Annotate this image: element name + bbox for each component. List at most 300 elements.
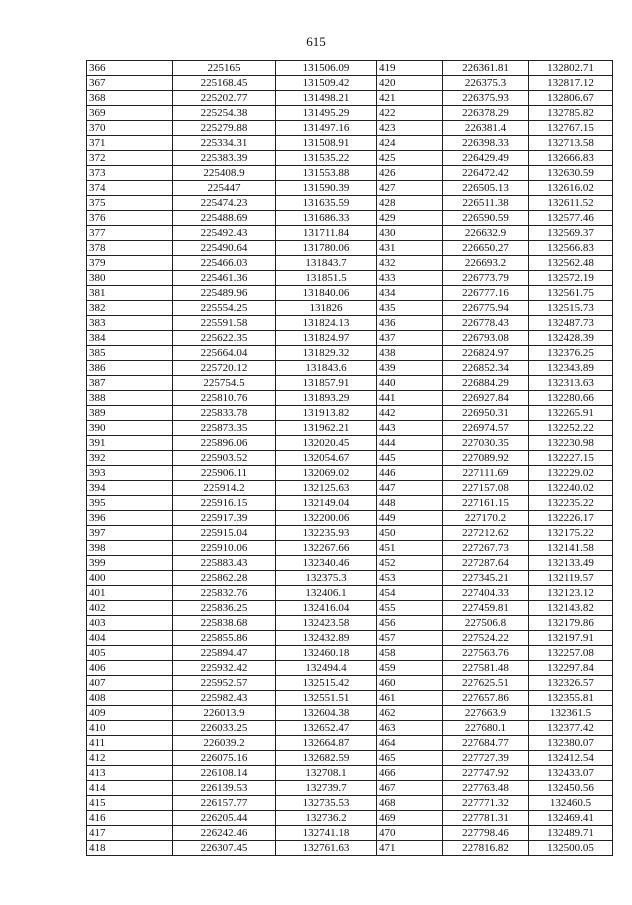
y-coordinate-cell: 132326.57 xyxy=(529,676,613,691)
point-number-cell: 453 xyxy=(377,571,443,586)
x-coordinate-cell: 226375.93 xyxy=(443,91,529,106)
point-number-cell: 420 xyxy=(377,76,443,91)
point-number-cell: 450 xyxy=(377,526,443,541)
y-coordinate-cell: 132572.19 xyxy=(529,271,613,286)
x-coordinate-cell: 226773.79 xyxy=(443,271,529,286)
x-coordinate-cell: 226157.77 xyxy=(173,796,276,811)
table-row xyxy=(87,241,613,256)
point-number-cell: 451 xyxy=(377,541,443,556)
x-coordinate-cell: 225447 xyxy=(173,181,276,196)
y-coordinate-cell: 132708.1 xyxy=(276,766,377,781)
table-row xyxy=(87,796,613,811)
x-coordinate-cell: 227404.33 xyxy=(443,586,529,601)
y-coordinate-cell: 132412.54 xyxy=(529,751,613,766)
point-number-cell: 461 xyxy=(377,691,443,706)
table-row xyxy=(87,256,613,271)
table-row xyxy=(87,91,613,106)
table-row xyxy=(87,601,613,616)
table-row xyxy=(87,346,613,361)
point-number-cell: 393 xyxy=(87,466,173,481)
y-coordinate-cell: 132494.4 xyxy=(276,661,377,676)
y-coordinate-cell: 132175.22 xyxy=(529,526,613,541)
point-number-cell: 449 xyxy=(377,511,443,526)
point-number-cell: 439 xyxy=(377,361,443,376)
y-coordinate-cell: 132489.71 xyxy=(529,826,613,841)
point-number-cell: 376 xyxy=(87,211,173,226)
x-coordinate-cell: 227747.92 xyxy=(443,766,529,781)
point-number-cell: 463 xyxy=(377,721,443,736)
table-row xyxy=(87,361,613,376)
point-number-cell: 458 xyxy=(377,646,443,661)
y-coordinate-cell: 132561.75 xyxy=(529,286,613,301)
x-coordinate-cell: 225408.9 xyxy=(173,166,276,181)
y-coordinate-cell: 132802.71 xyxy=(529,61,613,76)
y-coordinate-cell: 132423.58 xyxy=(276,616,377,631)
y-coordinate-cell: 132267.66 xyxy=(276,541,377,556)
x-coordinate-cell: 225917.39 xyxy=(173,511,276,526)
y-coordinate-cell: 132416.04 xyxy=(276,601,377,616)
x-coordinate-cell: 226775.94 xyxy=(443,301,529,316)
table-row xyxy=(87,571,613,586)
table-row xyxy=(87,586,613,601)
point-number-cell: 418 xyxy=(87,841,173,856)
x-coordinate-cell: 227771.32 xyxy=(443,796,529,811)
point-number-cell: 427 xyxy=(377,181,443,196)
x-coordinate-cell: 227763.48 xyxy=(443,781,529,796)
point-number-cell: 456 xyxy=(377,616,443,631)
y-coordinate-cell: 132229.02 xyxy=(529,466,613,481)
table-row xyxy=(87,766,613,781)
y-coordinate-cell: 132376.25 xyxy=(529,346,613,361)
table-row xyxy=(87,436,613,451)
point-number-cell: 452 xyxy=(377,556,443,571)
y-coordinate-cell: 132141.58 xyxy=(529,541,613,556)
point-number-cell: 394 xyxy=(87,481,173,496)
y-coordinate-cell: 131851.5 xyxy=(276,271,377,286)
point-number-cell: 412 xyxy=(87,751,173,766)
x-coordinate-cell: 226108.14 xyxy=(173,766,276,781)
y-coordinate-cell: 132767.15 xyxy=(529,121,613,136)
table-row xyxy=(87,121,613,136)
x-coordinate-cell: 226884.29 xyxy=(443,376,529,391)
x-coordinate-cell: 225591.58 xyxy=(173,316,276,331)
point-number-cell: 444 xyxy=(377,436,443,451)
y-coordinate-cell: 132149.04 xyxy=(276,496,377,511)
table-row xyxy=(87,391,613,406)
x-coordinate-cell: 227157.08 xyxy=(443,481,529,496)
y-coordinate-cell: 132119.57 xyxy=(529,571,613,586)
point-number-cell: 421 xyxy=(377,91,443,106)
point-number-cell: 377 xyxy=(87,226,173,241)
y-coordinate-cell: 131843.6 xyxy=(276,361,377,376)
point-number-cell: 454 xyxy=(377,586,443,601)
x-coordinate-cell: 227212.62 xyxy=(443,526,529,541)
point-number-cell: 375 xyxy=(87,196,173,211)
x-coordinate-cell: 226378.29 xyxy=(443,106,529,121)
point-number-cell: 407 xyxy=(87,676,173,691)
y-coordinate-cell: 132577.46 xyxy=(529,211,613,226)
y-coordinate-cell: 131780.06 xyxy=(276,241,377,256)
point-number-cell: 470 xyxy=(377,826,443,841)
y-coordinate-cell: 131495.29 xyxy=(276,106,377,121)
x-coordinate-cell: 225466.03 xyxy=(173,256,276,271)
point-number-cell: 467 xyxy=(377,781,443,796)
point-number-cell: 416 xyxy=(87,811,173,826)
x-coordinate-cell: 227625.51 xyxy=(443,676,529,691)
x-coordinate-cell: 225664.04 xyxy=(173,346,276,361)
x-coordinate-cell: 225490.64 xyxy=(173,241,276,256)
x-coordinate-cell: 226375.3 xyxy=(443,76,529,91)
point-number-cell: 455 xyxy=(377,601,443,616)
point-number-cell: 435 xyxy=(377,301,443,316)
table-row xyxy=(87,316,613,331)
table-row xyxy=(87,676,613,691)
y-coordinate-cell: 132433.07 xyxy=(529,766,613,781)
y-coordinate-cell: 131843.7 xyxy=(276,256,377,271)
y-coordinate-cell: 132652.47 xyxy=(276,721,377,736)
table-row xyxy=(87,376,613,391)
point-number-cell: 402 xyxy=(87,601,173,616)
point-number-cell: 429 xyxy=(377,211,443,226)
x-coordinate-cell: 225836.25 xyxy=(173,601,276,616)
y-coordinate-cell: 131826 xyxy=(276,301,377,316)
x-coordinate-cell: 227459.81 xyxy=(443,601,529,616)
table-row xyxy=(87,841,613,856)
y-coordinate-cell: 131824.97 xyxy=(276,331,377,346)
y-coordinate-cell: 131829.32 xyxy=(276,346,377,361)
y-coordinate-cell: 132123.12 xyxy=(529,586,613,601)
x-coordinate-cell: 227111.69 xyxy=(443,466,529,481)
x-coordinate-cell: 226429.49 xyxy=(443,151,529,166)
point-number-cell: 422 xyxy=(377,106,443,121)
table-row xyxy=(87,706,613,721)
x-coordinate-cell: 225862.28 xyxy=(173,571,276,586)
table-row xyxy=(87,646,613,661)
y-coordinate-cell: 132179.86 xyxy=(529,616,613,631)
point-number-cell: 447 xyxy=(377,481,443,496)
x-coordinate-cell: 226824.97 xyxy=(443,346,529,361)
x-coordinate-cell: 225982.43 xyxy=(173,691,276,706)
y-coordinate-cell: 132380.07 xyxy=(529,736,613,751)
y-coordinate-cell: 132741.18 xyxy=(276,826,377,841)
y-coordinate-cell: 132235.93 xyxy=(276,526,377,541)
table-row xyxy=(87,781,613,796)
y-coordinate-cell: 132226.17 xyxy=(529,511,613,526)
y-coordinate-cell: 132252.22 xyxy=(529,421,613,436)
point-number-cell: 390 xyxy=(87,421,173,436)
point-number-cell: 434 xyxy=(377,286,443,301)
y-coordinate-cell: 132355.81 xyxy=(529,691,613,706)
x-coordinate-cell: 226139.53 xyxy=(173,781,276,796)
y-coordinate-cell: 132428.39 xyxy=(529,331,613,346)
y-coordinate-cell: 132054.67 xyxy=(276,451,377,466)
x-coordinate-cell: 225488.69 xyxy=(173,211,276,226)
y-coordinate-cell: 132735.53 xyxy=(276,796,377,811)
y-coordinate-cell: 131913.82 xyxy=(276,406,377,421)
x-coordinate-cell: 225894.47 xyxy=(173,646,276,661)
y-coordinate-cell: 132785.82 xyxy=(529,106,613,121)
point-number-cell: 426 xyxy=(377,166,443,181)
x-coordinate-cell: 226307.45 xyxy=(173,841,276,856)
x-coordinate-cell: 227563.76 xyxy=(443,646,529,661)
x-coordinate-cell: 227170.2 xyxy=(443,511,529,526)
y-coordinate-cell: 132460.5 xyxy=(529,796,613,811)
x-coordinate-cell: 226693.2 xyxy=(443,256,529,271)
point-number-cell: 462 xyxy=(377,706,443,721)
x-coordinate-cell: 225168.45 xyxy=(173,76,276,91)
table-row xyxy=(87,751,613,766)
x-coordinate-cell: 225903.52 xyxy=(173,451,276,466)
table-row xyxy=(87,151,613,166)
point-number-cell: 423 xyxy=(377,121,443,136)
x-coordinate-cell: 226472.42 xyxy=(443,166,529,181)
table-row xyxy=(87,136,613,151)
table-row xyxy=(87,271,613,286)
point-number-cell: 387 xyxy=(87,376,173,391)
point-number-cell: 403 xyxy=(87,616,173,631)
point-number-cell: 465 xyxy=(377,751,443,766)
x-coordinate-cell: 226632.9 xyxy=(443,226,529,241)
x-coordinate-cell: 225883.43 xyxy=(173,556,276,571)
table-row xyxy=(87,196,613,211)
point-number-cell: 459 xyxy=(377,661,443,676)
x-coordinate-cell: 225810.76 xyxy=(173,391,276,406)
y-coordinate-cell: 132200.06 xyxy=(276,511,377,526)
point-number-cell: 409 xyxy=(87,706,173,721)
y-coordinate-cell: 132432.89 xyxy=(276,631,377,646)
point-number-cell: 419 xyxy=(377,61,443,76)
point-number-cell: 378 xyxy=(87,241,173,256)
y-coordinate-cell: 132515.42 xyxy=(276,676,377,691)
y-coordinate-cell: 132406.1 xyxy=(276,586,377,601)
y-coordinate-cell: 132569.37 xyxy=(529,226,613,241)
x-coordinate-cell: 225910.06 xyxy=(173,541,276,556)
table-row xyxy=(87,451,613,466)
x-coordinate-cell: 225334.31 xyxy=(173,136,276,151)
y-coordinate-cell: 132611.52 xyxy=(529,196,613,211)
point-number-cell: 386 xyxy=(87,361,173,376)
y-coordinate-cell: 132566.83 xyxy=(529,241,613,256)
table-row xyxy=(87,301,613,316)
x-coordinate-cell: 225873.35 xyxy=(173,421,276,436)
table-row xyxy=(87,721,613,736)
y-coordinate-cell: 132682.59 xyxy=(276,751,377,766)
y-coordinate-cell: 132487.73 xyxy=(529,316,613,331)
y-coordinate-cell: 132235.22 xyxy=(529,496,613,511)
x-coordinate-cell: 227581.48 xyxy=(443,661,529,676)
table-row xyxy=(87,406,613,421)
y-coordinate-cell: 132630.59 xyxy=(529,166,613,181)
page-number: 615 xyxy=(306,34,326,49)
table-row xyxy=(87,421,613,436)
point-number-cell: 380 xyxy=(87,271,173,286)
x-coordinate-cell: 227506.8 xyxy=(443,616,529,631)
point-number-cell: 401 xyxy=(87,586,173,601)
x-coordinate-cell: 225202.77 xyxy=(173,91,276,106)
point-number-cell: 471 xyxy=(377,841,443,856)
y-coordinate-cell: 132817.12 xyxy=(529,76,613,91)
x-coordinate-cell: 225932.42 xyxy=(173,661,276,676)
point-number-cell: 383 xyxy=(87,316,173,331)
table-row xyxy=(87,826,613,841)
y-coordinate-cell: 132257.08 xyxy=(529,646,613,661)
table-row xyxy=(87,511,613,526)
point-number-cell: 368 xyxy=(87,91,173,106)
point-number-cell: 424 xyxy=(377,136,443,151)
x-coordinate-cell: 226974.57 xyxy=(443,421,529,436)
table-row xyxy=(87,541,613,556)
point-number-cell: 430 xyxy=(377,226,443,241)
y-coordinate-cell: 132450.56 xyxy=(529,781,613,796)
table-row xyxy=(87,481,613,496)
x-coordinate-cell: 227781.31 xyxy=(443,811,529,826)
y-coordinate-cell: 132469.41 xyxy=(529,811,613,826)
point-number-cell: 436 xyxy=(377,316,443,331)
point-number-cell: 417 xyxy=(87,826,173,841)
y-coordinate-cell: 132143.82 xyxy=(529,601,613,616)
point-number-cell: 405 xyxy=(87,646,173,661)
y-coordinate-cell: 132197.91 xyxy=(529,631,613,646)
point-number-cell: 413 xyxy=(87,766,173,781)
y-coordinate-cell: 131840.06 xyxy=(276,286,377,301)
x-coordinate-cell: 227816.82 xyxy=(443,841,529,856)
y-coordinate-cell: 132515.73 xyxy=(529,301,613,316)
table-row xyxy=(87,691,613,706)
point-number-cell: 431 xyxy=(377,241,443,256)
table-row xyxy=(87,736,613,751)
x-coordinate-cell: 226205.44 xyxy=(173,811,276,826)
table-row xyxy=(87,466,613,481)
x-coordinate-cell: 226398.33 xyxy=(443,136,529,151)
x-coordinate-cell: 225165 xyxy=(173,61,276,76)
table-row xyxy=(87,226,613,241)
y-coordinate-cell: 131686.33 xyxy=(276,211,377,226)
x-coordinate-cell: 227657.86 xyxy=(443,691,529,706)
point-number-cell: 446 xyxy=(377,466,443,481)
x-coordinate-cell: 226075.16 xyxy=(173,751,276,766)
x-coordinate-cell: 226950.31 xyxy=(443,406,529,421)
x-coordinate-cell: 225952.57 xyxy=(173,676,276,691)
point-number-cell: 437 xyxy=(377,331,443,346)
y-coordinate-cell: 132343.89 xyxy=(529,361,613,376)
x-coordinate-cell: 225461.36 xyxy=(173,271,276,286)
y-coordinate-cell: 132297.84 xyxy=(529,661,613,676)
table-row xyxy=(87,106,613,121)
point-number-cell: 425 xyxy=(377,151,443,166)
x-coordinate-cell: 227287.64 xyxy=(443,556,529,571)
y-coordinate-cell: 132713.58 xyxy=(529,136,613,151)
point-number-cell: 410 xyxy=(87,721,173,736)
x-coordinate-cell: 226381.4 xyxy=(443,121,529,136)
point-number-cell: 372 xyxy=(87,151,173,166)
point-number-cell: 396 xyxy=(87,511,173,526)
point-number-cell: 395 xyxy=(87,496,173,511)
point-number-cell: 373 xyxy=(87,166,173,181)
x-coordinate-cell: 227680.1 xyxy=(443,721,529,736)
x-coordinate-cell: 225838.68 xyxy=(173,616,276,631)
x-coordinate-cell: 227663.9 xyxy=(443,706,529,721)
y-coordinate-cell: 132280.66 xyxy=(529,391,613,406)
x-coordinate-cell: 226013.9 xyxy=(173,706,276,721)
y-coordinate-cell: 132227.15 xyxy=(529,451,613,466)
table-row xyxy=(87,496,613,511)
table-row xyxy=(87,61,613,76)
x-coordinate-cell: 225916.15 xyxy=(173,496,276,511)
x-coordinate-cell: 225896.06 xyxy=(173,436,276,451)
y-coordinate-cell: 132551.51 xyxy=(276,691,377,706)
y-coordinate-cell: 132125.63 xyxy=(276,481,377,496)
point-number-cell: 428 xyxy=(377,196,443,211)
x-coordinate-cell: 226650.27 xyxy=(443,241,529,256)
y-coordinate-cell: 132240.02 xyxy=(529,481,613,496)
table-row xyxy=(87,166,613,181)
x-coordinate-cell: 227089.92 xyxy=(443,451,529,466)
point-number-cell: 404 xyxy=(87,631,173,646)
y-coordinate-cell: 131635.59 xyxy=(276,196,377,211)
x-coordinate-cell: 225554.25 xyxy=(173,301,276,316)
point-number-cell: 442 xyxy=(377,406,443,421)
table-row xyxy=(87,556,613,571)
point-number-cell: 385 xyxy=(87,346,173,361)
x-coordinate-cell: 225855.86 xyxy=(173,631,276,646)
point-number-cell: 366 xyxy=(87,61,173,76)
y-coordinate-cell: 131497.16 xyxy=(276,121,377,136)
point-number-cell: 433 xyxy=(377,271,443,286)
point-number-cell: 374 xyxy=(87,181,173,196)
x-coordinate-cell: 225915.04 xyxy=(173,526,276,541)
point-number-cell: 367 xyxy=(87,76,173,91)
y-coordinate-cell: 132736.2 xyxy=(276,811,377,826)
x-coordinate-cell: 226778.43 xyxy=(443,316,529,331)
x-coordinate-cell: 226242.46 xyxy=(173,826,276,841)
x-coordinate-cell: 225622.35 xyxy=(173,331,276,346)
x-coordinate-cell: 225832.76 xyxy=(173,586,276,601)
x-coordinate-cell: 225914.2 xyxy=(173,481,276,496)
x-coordinate-cell: 225489.96 xyxy=(173,286,276,301)
x-coordinate-cell: 226852.34 xyxy=(443,361,529,376)
point-number-cell: 415 xyxy=(87,796,173,811)
x-coordinate-cell: 225254.38 xyxy=(173,106,276,121)
table-row xyxy=(87,631,613,646)
point-number-cell: 370 xyxy=(87,121,173,136)
y-coordinate-cell: 132230.98 xyxy=(529,436,613,451)
y-coordinate-cell: 132500.05 xyxy=(529,841,613,856)
y-coordinate-cell: 132739.7 xyxy=(276,781,377,796)
point-number-cell: 411 xyxy=(87,736,173,751)
x-coordinate-cell: 226590.59 xyxy=(443,211,529,226)
y-coordinate-cell: 131711.84 xyxy=(276,226,377,241)
table-row xyxy=(87,286,613,301)
y-coordinate-cell: 132361.5 xyxy=(529,706,613,721)
x-coordinate-cell: 227267.73 xyxy=(443,541,529,556)
point-number-cell: 469 xyxy=(377,811,443,826)
y-coordinate-cell: 132664.87 xyxy=(276,736,377,751)
x-coordinate-cell: 226033.25 xyxy=(173,721,276,736)
point-number-cell: 381 xyxy=(87,286,173,301)
y-coordinate-cell: 131506.09 xyxy=(276,61,377,76)
x-coordinate-cell: 226927.84 xyxy=(443,391,529,406)
x-coordinate-cell: 225474.23 xyxy=(173,196,276,211)
x-coordinate-cell: 226511.38 xyxy=(443,196,529,211)
point-number-cell: 414 xyxy=(87,781,173,796)
x-coordinate-cell: 227161.15 xyxy=(443,496,529,511)
point-number-cell: 379 xyxy=(87,256,173,271)
x-coordinate-cell: 226777.16 xyxy=(443,286,529,301)
point-number-cell: 441 xyxy=(377,391,443,406)
y-coordinate-cell: 131824.13 xyxy=(276,316,377,331)
point-number-cell: 391 xyxy=(87,436,173,451)
point-number-cell: 466 xyxy=(377,766,443,781)
